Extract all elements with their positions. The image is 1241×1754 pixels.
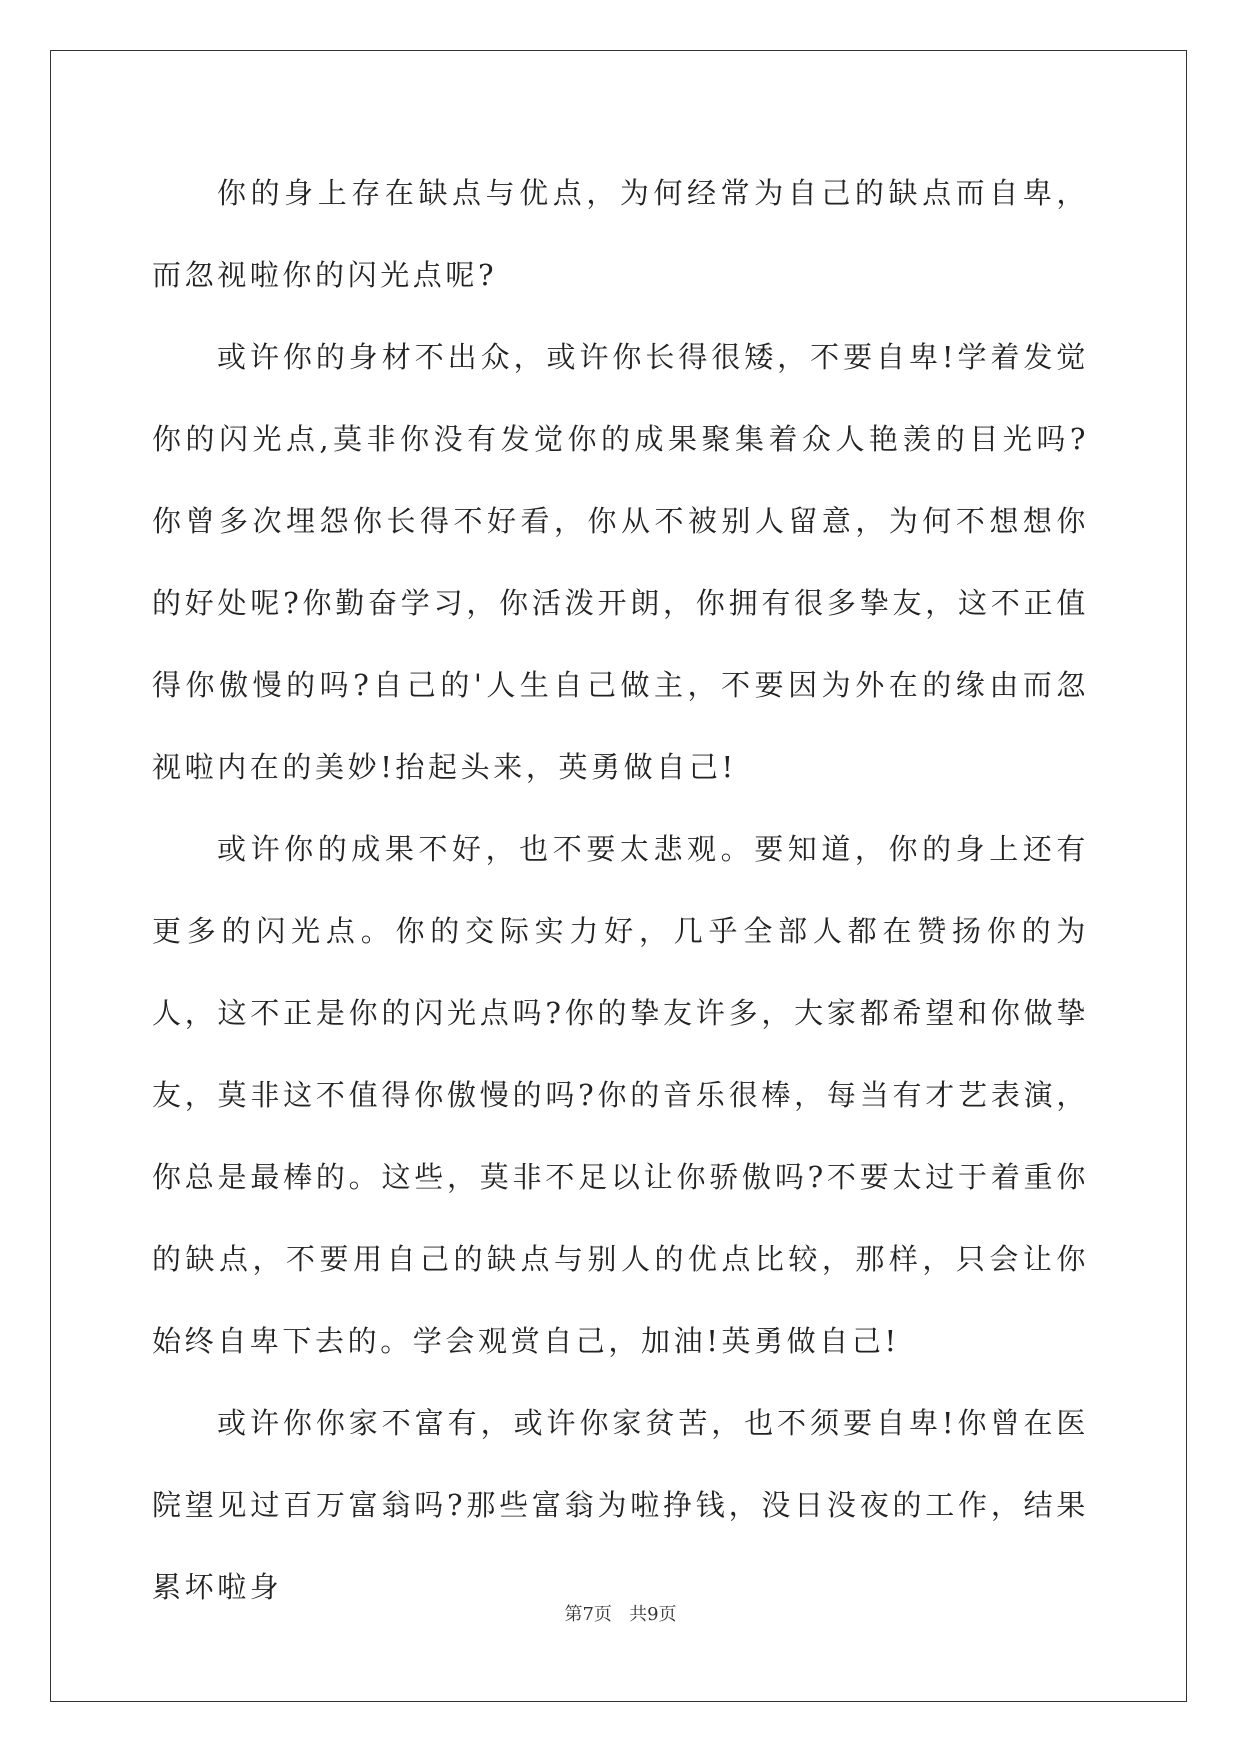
document-body bbox=[152, 152, 1089, 1628]
paragraph-3: 或许你的成果不好，也不要太悲观。要知道，你的身上还有更多的闪光点。你的交际实力好，几乎全部人都在赞扬你的为人，这不正是你的闪光点吗?你的挚友许多，大家都希望和你做挚友，莫非这不值得你傲慢的吗?你的音乐很棒，每当有才艺表演，你总是最棒的。这些，莫非不足以让你骄傲吗?不要太过于着重你的缺点，不要用自己的缺点与别人的优点比较，那样，只会让你始终自卑下去的。学会观赏自己，加油!英勇做自己! bbox=[152, 832, 1089, 1358]
page-total: 共9页 bbox=[629, 1604, 677, 1625]
paragraph-4: 或许你你家不富有，或许你家贫苦，也不须要自卑!你曾在医院望见过百万富翁吗?那些富翁为啦挣钱，没日没夜的工作，结果累坏啦身 bbox=[152, 1406, 1089, 1604]
paragraph-1: 你的身上存在缺点与优点，为何经常为自己的缺点而自卑，而忽视啦你的闪光点呢? bbox=[152, 176, 1089, 292]
page-footer bbox=[0, 1600, 1241, 1626]
page-number: 第7页 bbox=[564, 1604, 612, 1625]
paragraph-2: 或许你的身材不出众，或许你长得很矮，不要自卑!学着发觉你的闪光点,莫非你没有发觉你的成果聚集着众人艳羡的目光吗?你曾多次埋怨你长得不好看，你从不被别人留意，为何不想想你的好处呢?你勤奋学习，你活泼开朗，你拥有很多挚友，这不正值得你傲慢的吗?自己的'人生自己做主，不要因为外在的缘由而忽视啦内在的美妙!抬起头来，英勇做自己! bbox=[152, 340, 1089, 784]
